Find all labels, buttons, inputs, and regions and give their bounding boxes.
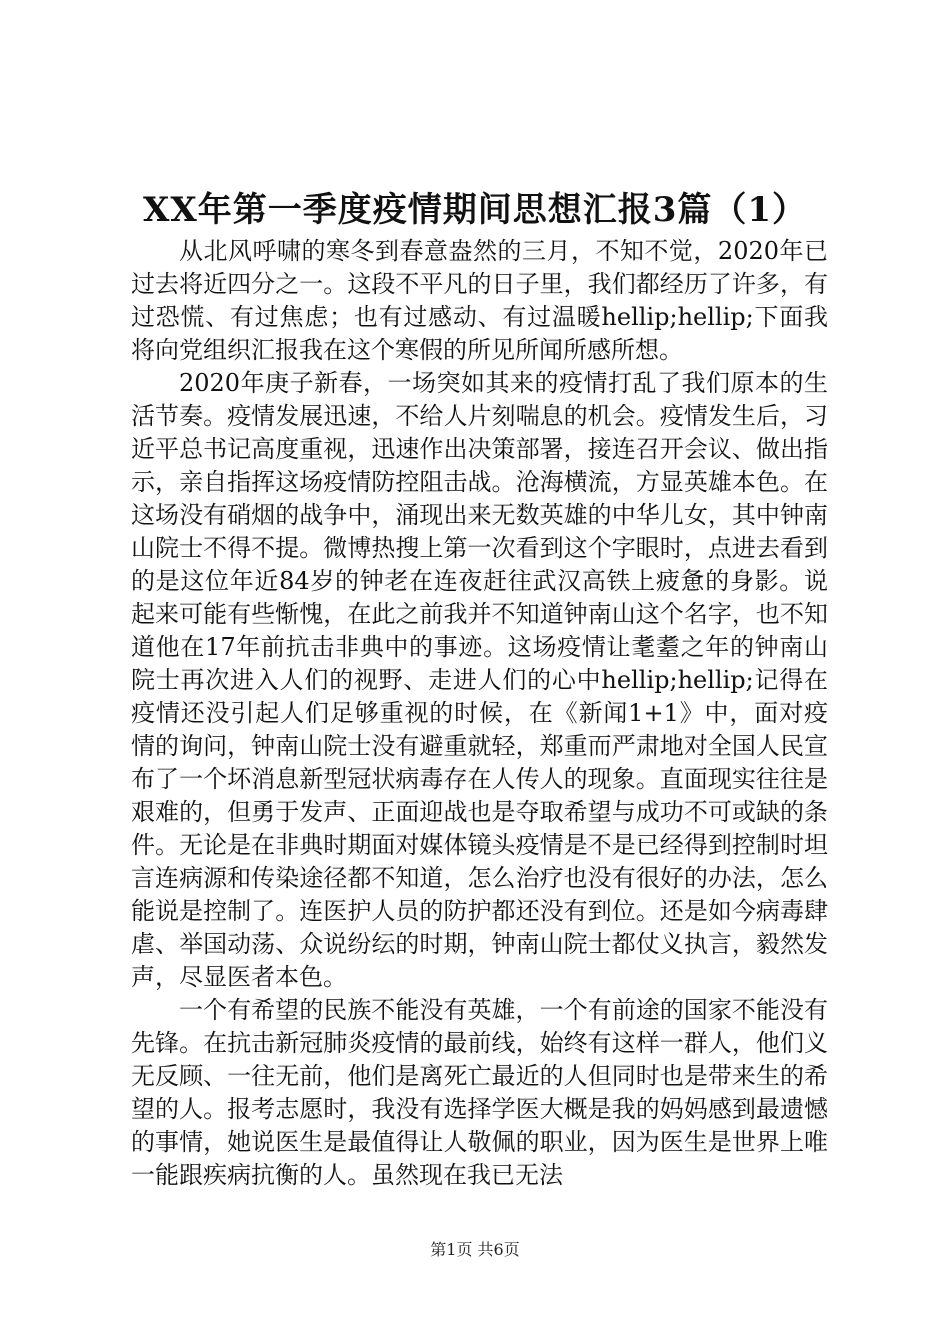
paragraph-1: 从北风呼啸的寒冬到春意盎然的三月，不知不觉，2020年已过去将近四分之一。这段不平凡的日子里，我们都经历了许多，有过恐慌、有过焦虑；也有过感动、有过温暖hellip;hellip;下面我将向党组织汇报我在这个寒假的所见所闻所感所想。 <box>131 237 828 364</box>
page-indicator: 第1页 共6页 <box>430 1240 520 1259</box>
paragraph-2: 2020年庚子新春，一场突如其来的疫情打乱了我们原本的生活节奏。疫情发展迅速，不给人片刻喘息的机会。疫情发生后，习近平总书记高度重视，迅速作出决策部署，接连召开会议、做出指示，亲自指挥这场疫情防控阻击战。沧海横流，方显英雄本色。在这场没有硝烟的战争中，涌现出来无数英雄的中华儿女，其中钟南山院士不得不提。微博热搜上第一次看到这个字眼时，点进去看到的是这位年近84岁的钟老在连夜赶往武汉高铁上疲惫的身影。说起来可能有些惭愧，在此之前我并不知道钟南山这个名字，也不知道他在17年前抗击非典中的事迹。这场疫情让耄耋之年的钟南山院士再次进入人们的视野、走进人们的心中hellip;hellip;记得在疫情还没引起人们足够重视的时候，在《新闻1+1》中，面对疫情的询问，钟南山院士没有避重就轻，郑重而严肃地对全国人民宣布了一个坏消息新型冠状病毒存在人传人的现象。直面现实往往是艰难的，但勇于发声、正面迎战也是夺取希望与成功不可或缺的条件。无论是在非典时期面对媒体镜头疫情是不是已经得到控制时坦言连病源和传染途径都不知道，怎么治疗也没有很好的办法，怎么能说是控制了。连医护人员的防护都还没有到位。还是如今病毒肆虐、举国动荡、众说纷纭的时期，钟南山院士都仗义执言，毅然发声，尽显医者本色。 <box>131 369 828 991</box>
paragraph-3: 一个有希望的民族不能没有英雄，一个有前途的国家不能没有先锋。在抗击新冠肺炎疫情的最前线，始终有这样一群人，他们义无反顾、一往无前，他们是离死亡最近的人但同时也是带来生的希望的人。报考志愿时，我没有选择学医大概是我的妈妈感到最遗憾的事情，她说医生是最值得让人敬佩的职业，因为医生是世界上唯一能跟疾病抗衡的人。虽然现在我已无法 <box>131 996 828 1189</box>
document-body <box>131 235 828 1192</box>
document-title: XX年第一季度疫情期间思想汇报3篇（1） <box>142 190 808 230</box>
page-footer <box>0 1239 950 1261</box>
